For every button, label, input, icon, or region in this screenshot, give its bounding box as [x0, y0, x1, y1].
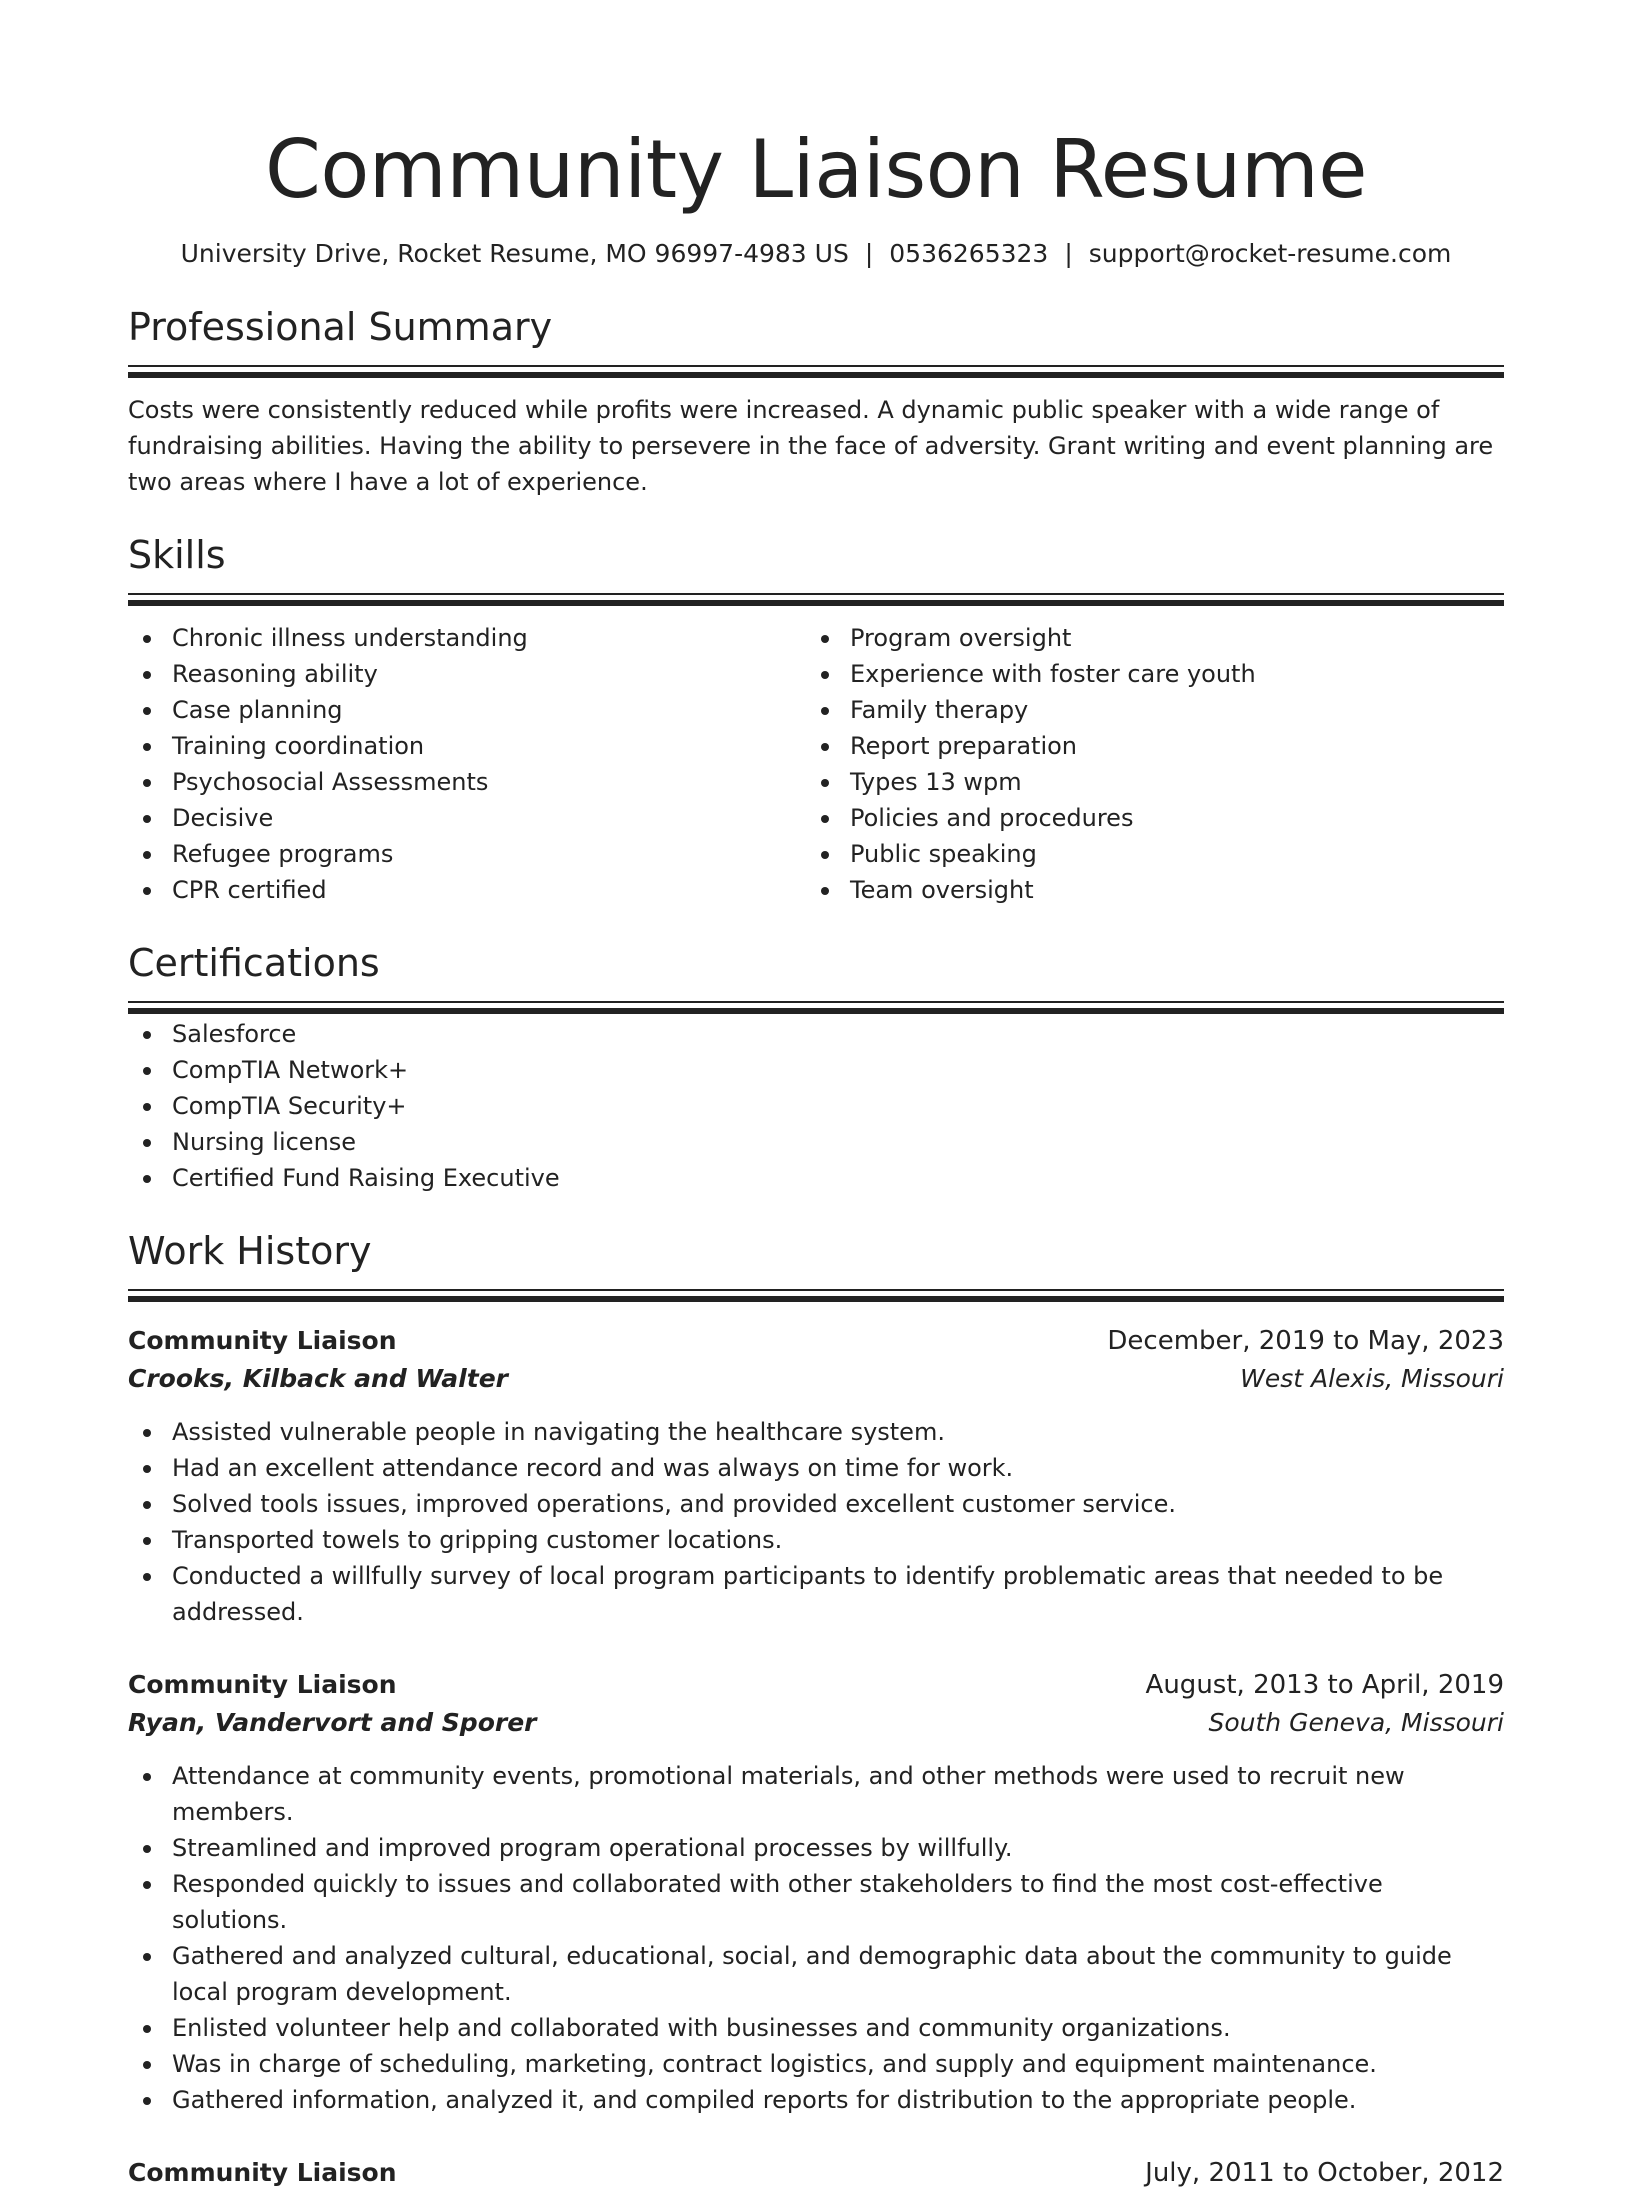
skill-item: Chronic illness understanding [172, 620, 806, 656]
skill-item: Experience with foster care youth [850, 656, 1484, 692]
section-title-work-history: Work History [128, 1229, 372, 1273]
job-duty: Transported towels to gripping customer locations. [172, 1522, 1504, 1558]
job-header-row [128, 1322, 1504, 1360]
section-divider [128, 365, 1504, 380]
job-header-row [128, 2154, 1504, 2192]
job-duty: Had an excellent attendance record and was always on time for work. [172, 1450, 1504, 1486]
section-divider [128, 593, 1504, 608]
skill-item: Psychosocial Assessments [172, 764, 806, 800]
job-duty: Enlisted volunteer help and collaborated with businesses and community organizations. [172, 2010, 1504, 2046]
skills-list [806, 620, 1484, 908]
skill-item: Types 13 wpm [850, 764, 1484, 800]
section-title-certifications: Certifications [128, 941, 380, 985]
job-employer-row [128, 1360, 1504, 1398]
separator: | [1064, 239, 1073, 268]
skill-item: Family therapy [850, 692, 1484, 728]
work-section-header [128, 1226, 1504, 1304]
skill-item: Reasoning ability [172, 656, 806, 692]
job-title: Community Liaison [128, 2158, 397, 2187]
job-duty: Solved tools issues, improved operations, and provided excellent customer service. [172, 1486, 1504, 1522]
skill-item: Decisive [172, 800, 806, 836]
skill-item: Team oversight [850, 872, 1484, 908]
job-entry [128, 1666, 1504, 2118]
job-duty: Responded quickly to issues and collaborated with other stakeholders to find the most cost-effective solutions. [172, 1866, 1504, 1938]
job-entry [128, 1322, 1504, 1630]
job-header-row [128, 1666, 1504, 1704]
address: University Drive, Rocket Resume, MO 96997-4983 US [180, 239, 849, 268]
job-duty: Assisted vulnerable people in navigating the healthcare system. [172, 1414, 1504, 1450]
job-duties-list [128, 1758, 1504, 2118]
certification-item: Nursing license [172, 1124, 1504, 1160]
section-title-summary: Professional Summary [128, 305, 553, 349]
job-duty: Gathered and analyzed cultural, educational, social, and demographic data about the community to guide local program development. [172, 1938, 1504, 2010]
job-dates: December, 2019 to May, 2023 [1107, 1326, 1504, 1356]
skill-item: Policies and procedures [850, 800, 1484, 836]
skills-column-left [128, 620, 806, 908]
skill-item: Training coordination [172, 728, 806, 764]
certifications-list [128, 1016, 1504, 1196]
certification-item: CompTIA Network+ [172, 1052, 1504, 1088]
skills-list [128, 620, 806, 908]
skills-section-header [128, 530, 1504, 608]
job-title: Community Liaison [128, 1326, 397, 1355]
job-dates: August, 2013 to April, 2019 [1145, 1670, 1504, 1700]
phone: 0536265323 [889, 239, 1049, 268]
skill-item: Case planning [172, 692, 806, 728]
section-divider [128, 1001, 1504, 1016]
job-duty: Streamlined and improved program operational processes by willfully. [172, 1830, 1504, 1866]
certification-item: CompTIA Security+ [172, 1088, 1504, 1124]
certification-item: Certified Fund Raising Executive [172, 1160, 1504, 1196]
email: support@rocket-resume.com [1088, 239, 1452, 268]
job-location: West Alexis, Missouri [1240, 1364, 1504, 1393]
job-duty: Was in charge of scheduling, marketing, contract logistics, and supply and equipment maintenance. [172, 2046, 1504, 2082]
job-duty: Conducted a willfully survey of local program participants to identify problematic areas that needed to be addressed. [172, 1558, 1504, 1630]
contact-line [128, 236, 1504, 272]
skills-grid [128, 620, 1504, 908]
job-entry [128, 2154, 1504, 2192]
certifications-section-header [128, 938, 1504, 1016]
summary-section-header [128, 302, 1504, 380]
job-location: South Geneva, Missouri [1208, 1708, 1504, 1737]
job-duty: Gathered information, analyzed it, and compiled reports for distribution to the appropriate people. [172, 2082, 1504, 2118]
job-employer-row [128, 1704, 1504, 1742]
job-employer: Crooks, Kilback and Walter [128, 1364, 508, 1393]
skill-item: CPR certified [172, 872, 806, 908]
job-employer: Ryan, Vandervort and Sporer [128, 1708, 537, 1737]
resume-title: Community Liaison Resume [265, 123, 1367, 216]
section-divider [128, 1289, 1504, 1304]
skill-item: Public speaking [850, 836, 1484, 872]
job-duties-list [128, 1414, 1504, 1630]
skill-item: Program oversight [850, 620, 1484, 656]
separator: | [864, 239, 874, 268]
skill-item: Refugee programs [172, 836, 806, 872]
section-title-skills: Skills [128, 533, 226, 577]
skills-column-right [806, 620, 1484, 908]
job-dates: July, 2011 to October, 2012 [1145, 2158, 1504, 2188]
job-title: Community Liaison [128, 1670, 397, 1699]
job-duty: Attendance at community events, promotional materials, and other methods were used to recruit new members. [172, 1758, 1504, 1830]
summary-text: Costs were consistently reduced while profits were increased. A dynamic public speaker with a wide range of fundraising abilities. Having the ability to persevere in the face of adversity. Grant writing and event planning are two areas where I have a lot of experience. [128, 396, 1494, 496]
resume-page [128, 0, 1504, 2192]
skill-item: Report preparation [850, 728, 1484, 764]
certification-item: Salesforce [172, 1016, 1504, 1052]
